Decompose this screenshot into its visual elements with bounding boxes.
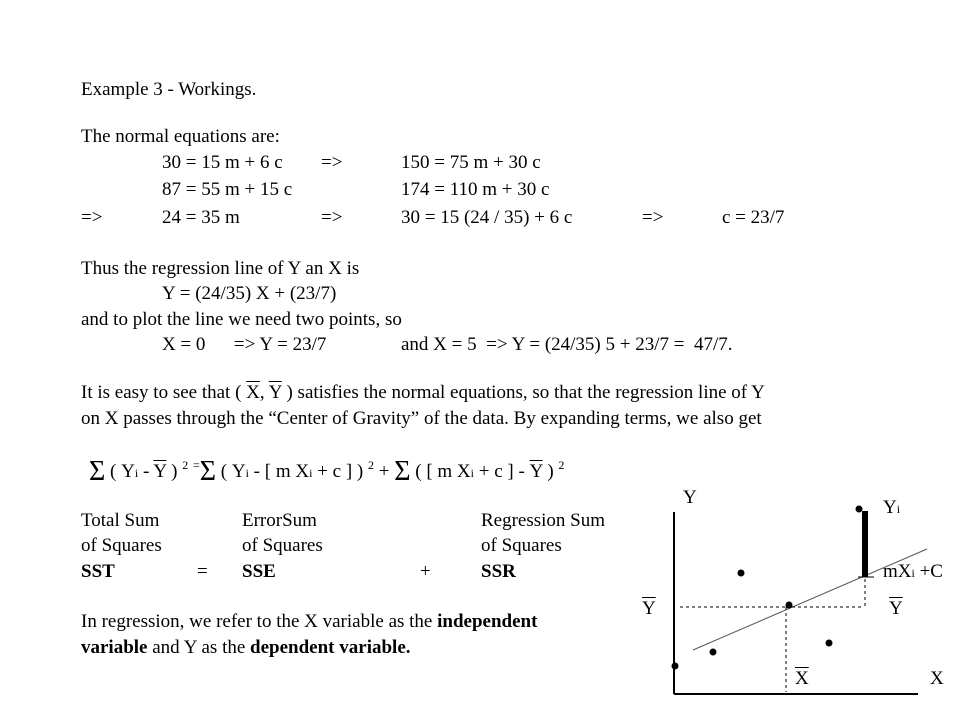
decomp-term: - [ m X <box>248 461 310 482</box>
center-of-gravity-line-2: on X passes through the “Center of Gravity” of the data. By expanding terms, we also get <box>81 408 762 429</box>
error-sum-label: ErrorSum <box>242 510 317 531</box>
decomp-term: + c ] - <box>474 461 530 482</box>
y-axis-label: Y <box>683 487 697 508</box>
regression-equation: Y = (24/35) X + (23/7) <box>162 283 337 304</box>
fit-text: +C <box>914 561 943 582</box>
decomp-term: + c ] ) <box>312 461 364 482</box>
sigma-symbol: Σ <box>89 456 106 487</box>
total-sum-label: Total Sum <box>81 510 160 531</box>
superscript-2: 2 <box>367 458 374 472</box>
plus-sign: + <box>378 461 390 482</box>
eq-row-3-a: 24 = 35 m <box>162 207 240 228</box>
eq-row-2-b: 174 = 110 m + 30 c <box>401 179 550 200</box>
eq-row-2-a: 87 = 55 m + 15 c <box>162 179 293 200</box>
data-point <box>738 570 745 577</box>
total-sum-label-2: of Squares <box>81 535 162 556</box>
yi-label <box>883 497 900 520</box>
regression-sum-label-2: of Squares <box>481 535 562 556</box>
xbar-label: $\overline{X}$ <box>795 668 809 689</box>
data-point <box>786 602 793 609</box>
decomp-term: ( Y <box>216 461 246 482</box>
ssr-label: SSR <box>481 561 516 582</box>
fitted-label <box>883 561 943 584</box>
yi-text: Y <box>883 497 897 518</box>
decomp-term: ) <box>542 461 554 482</box>
plot-intro: and to plot the line we need two points, so <box>81 309 402 330</box>
fit-text: mX <box>883 561 912 582</box>
plus-sign: + <box>420 561 431 582</box>
point-2: and X = 5 => Y = (24/35) 5 + 23/7 = 47/7. <box>401 334 733 355</box>
decomp-term: - <box>138 461 154 482</box>
variable-term: variable <box>81 637 148 658</box>
cog-before: It is easy to see that ( <box>81 382 247 403</box>
superscript-2: 2 <box>558 458 565 472</box>
dependent-term: dependent variable. <box>250 637 411 658</box>
eq-row-3-arrow2: => <box>642 207 664 228</box>
equals-sign: = <box>197 561 208 582</box>
sst-label: SST <box>81 561 115 582</box>
superscript-2: 2 <box>182 458 189 472</box>
subscript-i: i <box>911 566 915 580</box>
sigma-symbol: Σ <box>199 456 217 487</box>
y-bar: $\overline{Y}$ <box>268 382 282 403</box>
data-point <box>710 649 717 656</box>
y-bar: $\overline{Y}$ <box>153 461 167 482</box>
closing-text: and Y as the <box>147 637 251 658</box>
x-axis-label: X <box>930 668 944 689</box>
eq-row-1-arrow: => <box>321 152 343 173</box>
data-point <box>672 663 679 670</box>
x-bar: $\overline{X}$ <box>246 382 260 403</box>
decomp-term: ( Y <box>105 461 135 482</box>
eq-row-1-a: 30 = 15 m + 6 c <box>162 152 283 173</box>
subscript-i: i <box>245 466 249 480</box>
closing-text: In regression, we refer to the X variable as the <box>81 611 438 632</box>
subscript-i: i <box>134 466 139 480</box>
ybar-left-label: $\overline{Y}$ <box>642 598 656 619</box>
subscript-i: i <box>470 466 474 480</box>
sse-label: SSE <box>242 561 276 582</box>
decomp-term: ) <box>166 461 178 482</box>
subscript-i: i <box>896 502 901 516</box>
y-bar: $\overline{Y}$ <box>529 461 543 482</box>
point-1: X = 0 => Y = 23/7 <box>162 334 327 355</box>
decomp-term: ( [ m X <box>410 461 471 482</box>
error-sum-label-2: of Squares <box>242 535 323 556</box>
equals-sign: = <box>192 458 200 472</box>
sigma-symbol: Σ <box>394 456 411 487</box>
cog-mid: , <box>259 382 269 403</box>
subscript-i: i <box>309 466 313 480</box>
intro-line: The normal equations are: <box>81 126 280 147</box>
regression-sum-label: Regression Sum <box>481 510 606 531</box>
regression-intro: Thus the regression line of Y an X is <box>81 258 360 279</box>
page-title: Example 3 - Workings. <box>81 79 257 100</box>
eq-row-1-b: 150 = 75 m + 30 c <box>401 152 541 173</box>
data-point <box>826 640 833 647</box>
residual-bar <box>862 511 868 577</box>
eq-row-3-pre: => <box>81 207 103 228</box>
eq-row-3-b: 30 = 15 (24 / 35) + 6 c <box>401 207 573 228</box>
independent-term: independent <box>437 611 538 632</box>
data-point <box>856 506 863 513</box>
eq-row-3-arrow1: => <box>321 207 343 228</box>
cog-after: ) satisfies the normal equations, so that the regression line of Y <box>281 382 765 403</box>
eq-row-3-c: c = 23/7 <box>722 207 785 228</box>
ybar-right-label: $\overline{Y}$ <box>889 598 903 619</box>
